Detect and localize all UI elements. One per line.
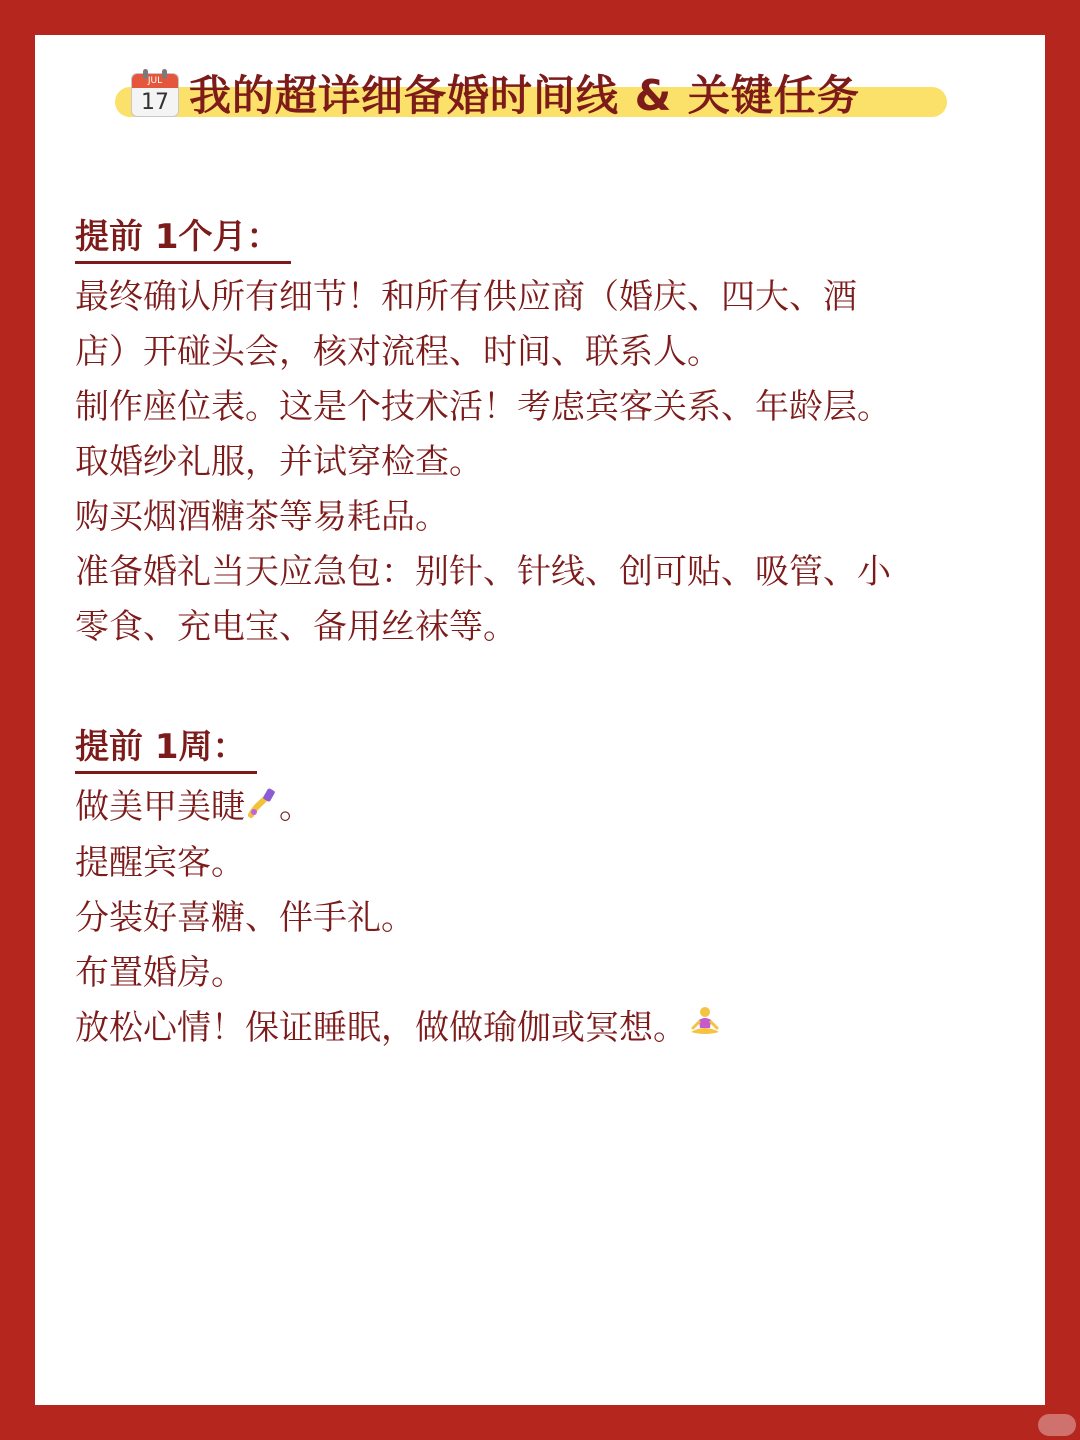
list-item: 准备婚礼当天应急包：别针、针线、创可贴、吸管、小: [75, 552, 891, 592]
list-item: [75, 780, 1015, 836]
meditation-icon: [687, 1002, 723, 1057]
list-item: 提醒宾客。: [75, 843, 245, 883]
list-item: 店）开碰头会，核对流程、时间、联系人。: [75, 332, 721, 372]
title-banner: [115, 65, 965, 121]
list-item-end: 。: [279, 787, 313, 827]
calendar-day: 17: [141, 90, 169, 115]
content-card: [35, 35, 1045, 1405]
list-item: 分装好喜糖、伴手礼。: [75, 898, 415, 938]
list-item-text: 做美甲美睫: [75, 787, 245, 827]
section-heading: 提前 1周：: [75, 723, 257, 774]
list-item: [75, 1001, 1015, 1057]
section-one-month: [75, 213, 1015, 655]
calendar-ring: [162, 69, 167, 79]
list-item: 布置婚房。: [75, 953, 245, 993]
calendar-ring: [143, 69, 148, 79]
page-title: 我的超详细备婚时间线 & 关键任务: [189, 71, 860, 120]
list-item-text: 放松心情！保证睡眠，做做瑜伽或冥想。: [75, 1008, 687, 1048]
list-item: 取婚纱礼服，并试穿检查。: [75, 442, 483, 482]
watermark-badge: [1038, 1414, 1076, 1436]
calendar-icon: [131, 69, 179, 117]
list-item: 购买烟酒糖茶等易耗品。: [75, 497, 449, 537]
list-item: 制作座位表。这是个技术活！考虑宾客关系、年龄层。: [75, 387, 891, 427]
list-item: 最终确认所有细节！和所有供应商（婚庆、四大、酒: [75, 277, 857, 317]
section-one-week: [75, 723, 1015, 1057]
title-row: [131, 65, 860, 121]
section-heading: 提前 1个月：: [75, 213, 291, 264]
nail-polish-icon: [245, 781, 279, 836]
calendar-body: [131, 73, 179, 117]
list-item: 零食、充电宝、备用丝袜等。: [75, 607, 517, 647]
calendar-month: JUL: [132, 74, 178, 88]
